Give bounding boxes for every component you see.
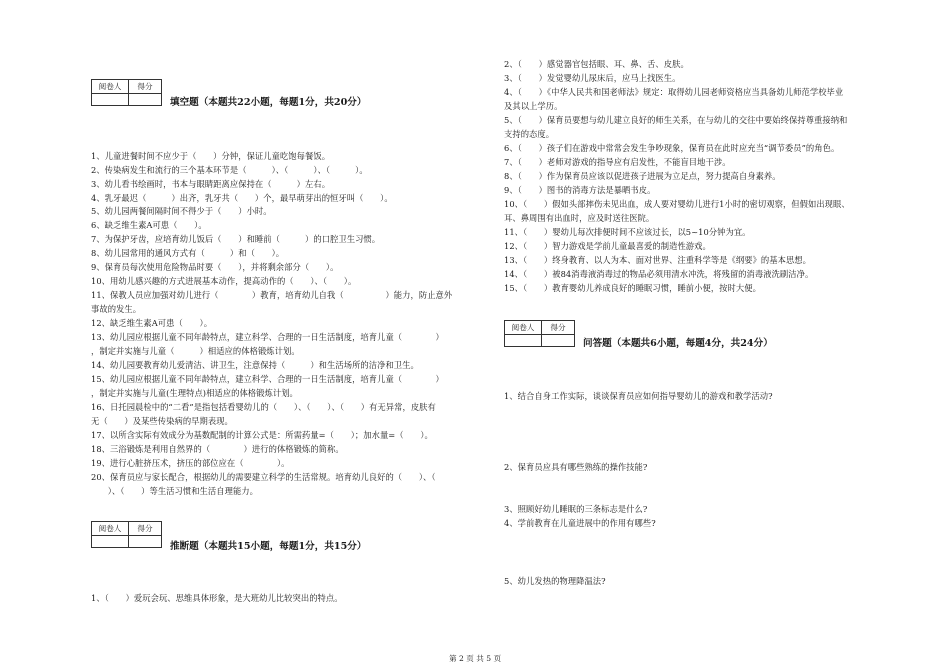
judge-line: 14、（ ）被84消毒液消毒过的物品必须用清水冲洗，将残留的消毒液洗刷洁净。 [504,269,814,279]
fill-line: 无（ ）及某些传染病的早期表现。 [91,416,233,426]
fill-line: 12、缺乏维生素A可患（ ）。 [91,318,213,328]
judge-line: 1、（ ）爱玩会玩、思维具体形象，是大班幼儿比较突出的特点。 [91,593,343,603]
fill-line: ）、（ ）等生活习惯和生活自理能力。 [91,486,258,496]
judge-line: 耳、鼻周围有出血时，应及时送往医院。 [504,213,655,223]
fill-line: 10、用幼儿感兴趣的方式进展基本动作，提高动作的（ ）、（ ）。 [91,276,357,286]
judge-line: 9、（ ）图书的消毒方法是暴晒书皮。 [504,185,656,195]
fill-line: 事故的发生。 [91,304,142,314]
score-label: 得分 [542,321,575,335]
fill-line: 3、幼儿看书绘画时，书本与眼睛距离应保持在（ ）左右。 [91,179,331,189]
fill-line: 18、三浴锻炼是利用自然界的（ ）进行的体格锻炼的简称。 [91,444,344,454]
fill-line: 13、幼儿园应根据儿童不同年龄特点，建立科学、合理的一日生活制度，培育儿童（ ） [91,332,444,342]
score-label: 得分 [129,522,162,536]
judge-score-table [91,521,162,548]
score-cell [129,94,162,106]
judge-line: 15、（ ）教育婴幼儿养成良好的睡眠习惯，睡前小便，按时大便。 [504,283,761,293]
fill-line: 8、幼儿园常用的通风方式有（ ）和（ ）。 [91,248,285,258]
judge-line: 7、（ ）老师对游戏的指导应有启发性，不能盲目地干涉。 [504,157,731,167]
qa-item: 3、照顾好幼儿睡眠的三条标志是什么? [504,504,648,514]
qa-item: 4、学前教育在儿童进展中的作用有哪些? [504,518,656,528]
judge-line: 3、（ ）发觉婴幼儿尿床后，应马上找医生。 [504,73,681,83]
fill-line: 9、保育员每次使用危险物品时要（ ），并将剩余部分（ ）。 [91,262,339,272]
judge-line: 支持的态度。 [504,129,555,139]
fill-line: 14、幼儿园要教育幼儿爱清洁、讲卫生，注意保持（ ）和生活场所的洁净和卫生。 [91,360,419,370]
judge-line: 12、（ ）智力游戏是学前儿童最喜爱的制造性游戏。 [504,241,711,251]
score-cell [542,335,575,347]
fill-section-title: 填空题（本题共22小题，每题1分，共20分） [170,97,367,108]
qa-item: 5、幼儿发热的物理降温法? [504,576,606,586]
qa-score-table [504,320,575,347]
fill-line: 16、日托园晨检中的“二看”是指包括看婴幼儿的（ ）、（ ）、（ ）有无异常，皮肤有 [91,402,436,412]
fill-line: 6、缺乏维生素A可患（ ）。 [91,220,207,230]
qa-item: 2、保育员应具有哪些熟练的操作技能? [504,462,648,472]
fill-line: ，制定并实施与儿童(生理特点)相适应的体格锻炼计划。 [91,388,298,398]
fill-line: 1、儿童进餐时间不应少于（ ）分钟，保证儿童吃饱每餐饭。 [91,151,331,161]
fill-line: 15、幼儿园应根据儿童不同年龄特点，建立科学、合理的一日生活制度，培育儿童（ ） [91,374,444,384]
fill-line: ，制定并实施与儿童（ ）相适应的体格锻炼计划。 [91,346,300,356]
reviewer-label: 阅卷人 [92,80,129,94]
judge-line: 4、（ ）《中华人民共和国老师法》规定：取得幼儿园老师资格应当具备幼儿师范学校毕业 [504,87,844,97]
fill-score-table [91,79,162,106]
score-label: 得分 [129,80,162,94]
fill-line: 7、为保护牙齿，应培育幼儿饭后（ ）和睡前（ ）的口腔卫生习惯。 [91,234,381,244]
fill-line: 19、进行心脏挤压术，挤压的部位应在（ ）。 [91,458,290,468]
fill-line: 11、保教人员应加强对幼儿进行（ ）教育，培育幼儿自我（ ）能力，防止意外 [91,290,453,300]
reviewer-label: 阅卷人 [505,321,542,335]
fill-line: 2、传染病发生和流行的三个基本环节是（ ）、（ ）、（ ）。 [91,165,368,175]
qa-section-title: 问答题（本题共6小题，每题4分，共24分） [583,338,773,349]
reviewer-cell [505,335,542,347]
judge-line: 10、（ ）假如头部摔伤未见出血，成人要对婴幼儿进行1小时的密切观察，但假如出现眼、 [504,199,850,209]
score-cell [129,536,162,548]
reviewer-label: 阅卷人 [92,522,129,536]
qa-item: 1、结合自身工作实际，谈谈保育员应如何指导婴幼儿的游戏和教学活动? [504,391,773,401]
judge-line: 5、（ ）保育员要想与幼儿建立良好的师生关系，在与幼儿的交往中要始终保持尊重接纳和 [504,115,848,125]
reviewer-cell [92,94,129,106]
judge-line: 2、（ ）感觉器官包括眼、耳、鼻、舌、皮肤。 [504,59,689,69]
fill-line: 20、保育员应与家长配合，根据幼儿的需要建立科学的生活常规。培育幼儿良好的（ ）、（ [91,472,436,482]
judge-line: 6、（ ）孩子们在游戏中常常会发生争吵现象，保育员在此时应充当“调节委员”的角色。 [504,143,840,153]
judge-line: 8、（ ）作为保育员应该以促进孩子进展为立足点，努力提高自身素养。 [504,171,781,181]
page-footer: 第 2 页 共 5 页 [448,654,502,663]
judge-line: 11、（ ）婴幼儿每次排便时间不应该过长，以5~10分钟为宜。 [504,227,751,237]
fill-line: 17、以所含实际有效成分为基数配制的计算公式是：所需药量=（ ）；加水量=（ ）。 [91,430,433,440]
judge-line: 13、（ ）终身教育、以人为本、面对世界、注重科学等是《纲要》的基本思想。 [504,255,811,265]
reviewer-cell [92,536,129,548]
fill-line: 5、幼儿园两餐间隔时间不得少于（ ）小时。 [91,206,272,216]
fill-line: 4、乳牙最迟（ ）出齐，乳牙共（ ）个，最早萌芽出的恒牙叫（ ）。 [91,193,393,203]
judge-section-title: 推断题（本题共15小题，每题1分，共15分） [170,541,367,552]
judge-line: 及其以上学历。 [504,101,563,111]
